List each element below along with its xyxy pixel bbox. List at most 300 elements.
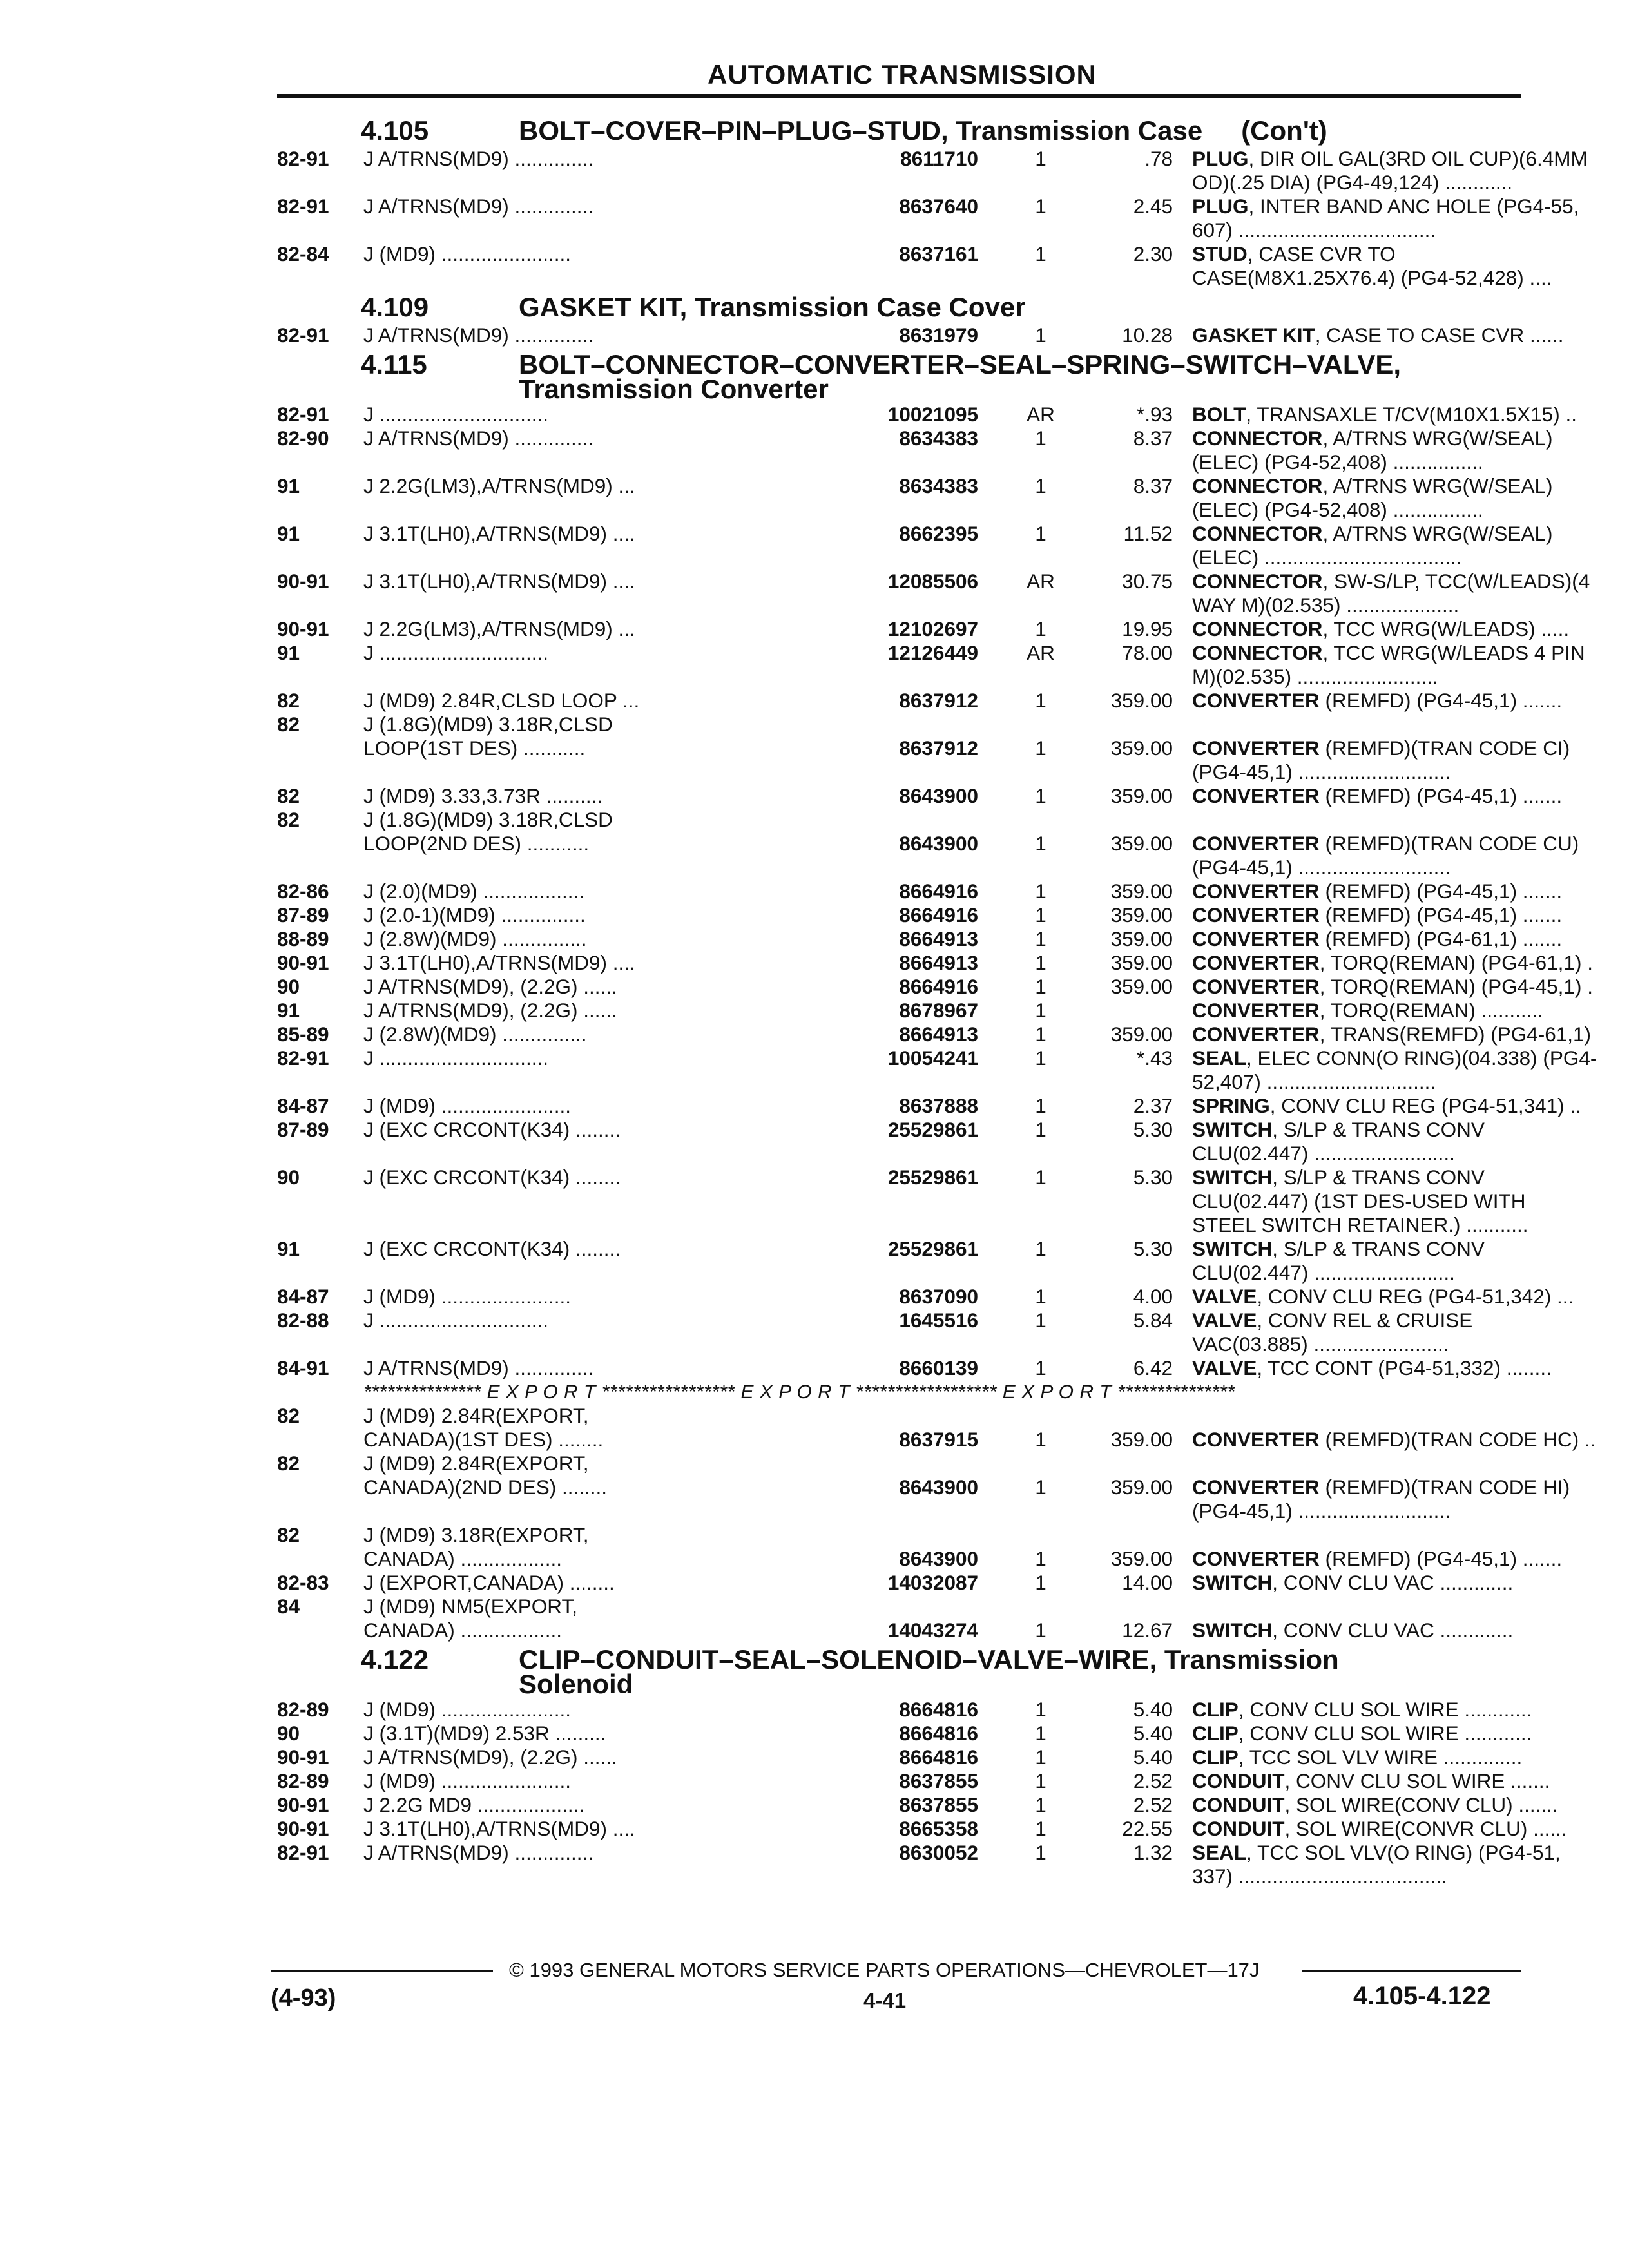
table-row bbox=[277, 1309, 1521, 1356]
table-row bbox=[277, 1046, 1597, 1094]
footer-copyright: © 1993 GENERAL MOTORS SERVICE PARTS OPERATIONS—CHEVROLET—17J bbox=[509, 1959, 1260, 1981]
application-cont: CANADA) .................. bbox=[363, 1547, 563, 1570]
price: 359.00 bbox=[1110, 736, 1173, 760]
description bbox=[1192, 427, 1553, 474]
description-line: VALVE, CONV CLU REG (PG4-51,342) ... bbox=[1192, 1285, 1574, 1308]
part-noun: CONNECTOR bbox=[1192, 641, 1323, 664]
price: 8.37 bbox=[1133, 474, 1173, 497]
model-years: 82-83 bbox=[277, 1571, 329, 1594]
model-years: 84-87 bbox=[277, 1285, 329, 1308]
model-years: 82 bbox=[277, 1452, 300, 1475]
section-title: GASKET KIT, Transmission Case Cover bbox=[519, 292, 1026, 322]
part-number: 8660139 bbox=[899, 1356, 978, 1379]
description bbox=[1192, 903, 1563, 927]
part-noun: BOLT bbox=[1192, 403, 1246, 426]
quantity: 1 bbox=[1035, 1237, 1046, 1260]
part-number: 8634383 bbox=[899, 474, 978, 497]
description-line: CONVERTER (REMFD) (PG4-45,1) ....... bbox=[1192, 903, 1563, 927]
description bbox=[1192, 784, 1563, 808]
part-number: 8664913 bbox=[899, 927, 978, 950]
price: 14.00 bbox=[1122, 1571, 1173, 1594]
table-row bbox=[277, 195, 1579, 242]
description bbox=[1192, 1309, 1527, 1356]
quantity: 1 bbox=[1035, 689, 1046, 712]
quantity: 1 bbox=[1035, 1547, 1046, 1570]
part-noun: CONNECTOR bbox=[1192, 570, 1323, 593]
quantity: 1 bbox=[1035, 1793, 1046, 1816]
price: 359.00 bbox=[1110, 975, 1173, 998]
application: 82-91 J .............................. bbox=[277, 1046, 549, 1070]
quantity: 1 bbox=[1035, 1745, 1046, 1769]
model-years: 87-89 bbox=[277, 1118, 329, 1141]
description-line: GASKET KIT, CASE TO CASE CVR ...... bbox=[1192, 323, 1564, 347]
application: 82-89 J (MD9) ....................... bbox=[277, 1769, 572, 1792]
model-years: 82-90 bbox=[277, 427, 329, 450]
description-line: SEAL, TCC SOL VLV(O RING) (PG4-51, bbox=[1192, 1841, 1561, 1864]
part-noun: SEAL bbox=[1192, 1046, 1247, 1070]
part-noun: CONVERTER bbox=[1192, 736, 1320, 760]
description-cont: 607) ................................... bbox=[1192, 218, 1436, 242]
application: 82-89 J (MD9) ....................... bbox=[277, 1698, 572, 1721]
price: 2.37 bbox=[1133, 1094, 1173, 1117]
table-row bbox=[277, 1841, 1561, 1888]
part-number: 8637640 bbox=[899, 195, 978, 218]
table-row bbox=[277, 147, 1588, 195]
model-years: 90 bbox=[277, 1722, 300, 1745]
application: 84-91 J A/TRNS(MD9) .............. bbox=[277, 1356, 594, 1379]
description bbox=[1192, 832, 1579, 879]
table-row bbox=[277, 975, 1593, 999]
description-line: CONVERTER (REMFD) (PG4-45,1) ....... bbox=[1192, 1547, 1563, 1570]
application: 90-91 J 3.1T(LH0),A/TRNS(MD9) .... bbox=[277, 1817, 635, 1840]
description-line: CONVERTER (REMFD) (PG4-45,1) ....... bbox=[1192, 784, 1563, 807]
section-title: BOLT–COVER–PIN–PLUG–STUD, Transmission Case bbox=[519, 115, 1203, 146]
quantity: 1 bbox=[1035, 1118, 1046, 1141]
model-years: 90 bbox=[277, 1166, 300, 1189]
table-row bbox=[277, 1118, 1521, 1166]
price: 19.95 bbox=[1122, 617, 1173, 640]
description-cont: (ELEC) (PG4-52,408) ................ bbox=[1192, 498, 1483, 521]
part-number: 8611710 bbox=[900, 147, 978, 170]
table-row bbox=[277, 1571, 1521, 1595]
description-line: SWITCH, CONV CLU VAC ............. bbox=[1192, 1619, 1514, 1642]
table-row bbox=[277, 1023, 1592, 1046]
part-number: 8664816 bbox=[899, 1698, 978, 1721]
table-row bbox=[277, 951, 1593, 975]
quantity: 1 bbox=[1035, 1094, 1046, 1117]
quantity: 1 bbox=[1035, 427, 1046, 450]
application: 82 J (MD9) 2.84R(EXPORT, bbox=[277, 1452, 589, 1475]
part-number: 10021095 bbox=[887, 403, 978, 426]
description-cont: (PG4-45,1) ........................... bbox=[1192, 856, 1451, 879]
table-row bbox=[277, 1793, 1558, 1817]
price: 359.00 bbox=[1110, 951, 1173, 974]
description-line: VALVE, CONV REL & CRUISE bbox=[1192, 1309, 1473, 1332]
part-number: 8643900 bbox=[899, 1475, 978, 1499]
description-line: CONDUIT, SOL WIRE(CONVR CLU) ...... bbox=[1192, 1817, 1567, 1840]
quantity: 1 bbox=[1035, 474, 1046, 497]
description bbox=[1192, 1166, 1527, 1237]
footer-date: (4-93) bbox=[271, 1984, 336, 2012]
description bbox=[1192, 927, 1563, 951]
part-number: 8634383 bbox=[899, 427, 978, 450]
description bbox=[1192, 1769, 1550, 1793]
description-line: CLIP, CONV CLU SOL WIRE ............ bbox=[1192, 1722, 1532, 1745]
description-line: CONNECTOR, TCC WRG(W/LEADS 4 PIN bbox=[1192, 641, 1585, 664]
part-noun: CONNECTOR bbox=[1192, 474, 1323, 497]
application: 82-91 J A/TRNS(MD9) .............. bbox=[277, 147, 594, 170]
price: 5.84 bbox=[1133, 1309, 1173, 1332]
price: 5.40 bbox=[1133, 1745, 1173, 1769]
section-number: 4.105 bbox=[361, 115, 429, 146]
table-row bbox=[277, 1722, 1532, 1745]
model-years: 90-91 bbox=[277, 1793, 329, 1816]
application: 90-91 J 3.1T(LH0),A/TRNS(MD9) .... bbox=[277, 951, 635, 974]
part-number: 8637855 bbox=[899, 1769, 978, 1792]
description-cont: CLU(02.447) ......................... bbox=[1192, 1142, 1455, 1165]
application: 84-87 J (MD9) ....................... bbox=[277, 1094, 572, 1117]
part-noun: CONVERTER bbox=[1192, 1023, 1320, 1046]
description bbox=[1192, 522, 1553, 570]
part-number: 8637090 bbox=[899, 1285, 978, 1308]
description-line: CONVERTER, TRANS(REMFD) (PG4-61,1) bbox=[1192, 1023, 1592, 1046]
table-row bbox=[277, 242, 1552, 290]
table-row bbox=[277, 570, 1590, 617]
part-number: 8664816 bbox=[899, 1722, 978, 1745]
part-noun: CONVERTER bbox=[1192, 784, 1320, 807]
quantity: 1 bbox=[1035, 1046, 1046, 1070]
section-title: CLIP–CONDUIT–SEAL–SOLENOID–VALVE–WIRE, Transmission bbox=[519, 1644, 1339, 1675]
description-line: SPRING, CONV CLU REG (PG4-51,341) .. bbox=[1192, 1094, 1581, 1117]
part-number: 12126449 bbox=[887, 641, 978, 664]
description bbox=[1192, 1619, 1527, 1642]
part-number: 8664916 bbox=[899, 879, 978, 903]
description-cont: CLU(02.447) (1ST DES-USED WITH bbox=[1192, 1189, 1526, 1213]
part-number: 25529861 bbox=[887, 1118, 978, 1141]
section-heading bbox=[277, 1644, 1521, 1699]
quantity: 1 bbox=[1035, 1571, 1046, 1594]
quantity: AR bbox=[1027, 403, 1055, 426]
price: 359.00 bbox=[1110, 1023, 1173, 1046]
description-line: SWITCH, S/LP & TRANS CONV bbox=[1192, 1237, 1485, 1260]
application: 82 J (MD9) 3.33,3.73R .......... bbox=[277, 784, 603, 807]
description-line: CLIP, TCC SOL VLV WIRE .............. bbox=[1192, 1745, 1523, 1769]
application: 82-88 J .............................. bbox=[277, 1309, 549, 1332]
part-number: 8643900 bbox=[899, 1547, 978, 1570]
quantity: AR bbox=[1027, 570, 1055, 593]
quantity: 1 bbox=[1035, 1356, 1046, 1379]
price: *.93 bbox=[1136, 403, 1173, 426]
model-years: 84-91 bbox=[277, 1356, 329, 1379]
part-noun: PLUG bbox=[1192, 195, 1249, 218]
description bbox=[1192, 1571, 1527, 1595]
part-noun: CLIP bbox=[1192, 1722, 1239, 1745]
description-line: PLUG, INTER BAND ANC HOLE (PG4-55, bbox=[1192, 195, 1579, 218]
table-row bbox=[277, 1285, 1574, 1309]
table-row bbox=[277, 1769, 1550, 1793]
description bbox=[1192, 1285, 1574, 1309]
application: 88-89 J (2.8W)(MD9) ............... bbox=[277, 927, 587, 950]
price: *.43 bbox=[1136, 1046, 1173, 1070]
quantity: 1 bbox=[1035, 1722, 1046, 1745]
part-number: 12085506 bbox=[887, 570, 978, 593]
price: 11.52 bbox=[1123, 522, 1173, 545]
model-years: 91 bbox=[277, 999, 300, 1022]
part-number: 8664913 bbox=[899, 951, 978, 974]
section-title: BOLT–CONNECTOR–CONVERTER–SEAL–SPRING–SWITCH–VALVE, bbox=[519, 349, 1402, 380]
table-row bbox=[277, 689, 1563, 713]
model-years: 84-87 bbox=[277, 1094, 329, 1117]
description-line: CONVERTER, TORQ(REMAN) (PG4-45,1) . bbox=[1192, 975, 1593, 998]
model-years: 82-91 bbox=[277, 1841, 329, 1864]
description-line: CONVERTER, TORQ(REMAN) ........... bbox=[1192, 999, 1543, 1022]
description bbox=[1192, 1046, 1597, 1094]
price: 8.37 bbox=[1133, 427, 1173, 450]
description bbox=[1192, 879, 1563, 903]
part-number: 8637912 bbox=[899, 689, 978, 712]
price: 359.00 bbox=[1110, 903, 1173, 927]
price: .78 bbox=[1144, 147, 1173, 170]
quantity: 1 bbox=[1035, 1475, 1046, 1499]
table-row bbox=[277, 1404, 1596, 1452]
quantity: 1 bbox=[1035, 999, 1046, 1022]
price: 359.00 bbox=[1110, 879, 1173, 903]
description-cont: OD)(.25 DIA) (PG4-49,124) ............ bbox=[1192, 171, 1513, 194]
part-noun: CONVERTER bbox=[1192, 1428, 1320, 1451]
part-noun: CONVERTER bbox=[1192, 1547, 1320, 1570]
description-line: CONVERTER (REMFD)(TRAN CODE HC) .. bbox=[1192, 1428, 1596, 1451]
part-number: 8643900 bbox=[899, 784, 978, 807]
description-line: CONNECTOR, A/TRNS WRG(W/SEAL) bbox=[1192, 427, 1553, 450]
section-number: 4.122 bbox=[361, 1644, 429, 1675]
part-noun: PLUG bbox=[1192, 147, 1249, 170]
section-number: 4.109 bbox=[361, 292, 429, 322]
price: 359.00 bbox=[1110, 927, 1173, 950]
footer-rule-right bbox=[1302, 1970, 1521, 1972]
part-noun: SEAL bbox=[1192, 1841, 1247, 1864]
table-row bbox=[277, 617, 1570, 641]
model-years: 84 bbox=[277, 1595, 300, 1618]
application: 90-91 J A/TRNS(MD9), (2.2G) ...... bbox=[277, 1745, 617, 1769]
description-line: CONVERTER (REMFD)(TRAN CODE CU) bbox=[1192, 832, 1579, 855]
quantity: 1 bbox=[1035, 1309, 1046, 1332]
quantity: 1 bbox=[1035, 1841, 1046, 1864]
quantity: 1 bbox=[1035, 1619, 1046, 1642]
description bbox=[1192, 1023, 1592, 1046]
footer-page-number: 4-41 bbox=[863, 1988, 907, 2012]
application-cont: LOOP(1ST DES) ........... bbox=[363, 736, 586, 760]
description-line: CONDUIT, SOL WIRE(CONV CLU) ....... bbox=[1192, 1793, 1558, 1816]
model-years: 82-91 bbox=[277, 195, 329, 218]
description-line: CLIP, CONV CLU SOL WIRE ............ bbox=[1192, 1698, 1532, 1721]
part-noun: CONDUIT bbox=[1192, 1817, 1285, 1840]
part-number: 8630052 bbox=[899, 1841, 978, 1864]
part-number: 8662395 bbox=[899, 522, 978, 545]
description-cont: VAC(03.885) ........................ bbox=[1192, 1332, 1449, 1356]
part-noun: CONDUIT bbox=[1192, 1793, 1285, 1816]
part-noun: VALVE bbox=[1192, 1309, 1257, 1332]
price: 359.00 bbox=[1110, 1547, 1173, 1570]
model-years: 82 bbox=[277, 784, 300, 807]
description-cont: CLU(02.447) ......................... bbox=[1192, 1261, 1455, 1284]
price: 12.67 bbox=[1122, 1619, 1173, 1642]
description-line: CONNECTOR, SW-S/LP, TCC(W/LEADS)(4 bbox=[1192, 570, 1590, 593]
application: 82-84 J (MD9) ....................... bbox=[277, 242, 572, 265]
part-number: 8637888 bbox=[899, 1094, 978, 1117]
application: 85-89 J (2.8W)(MD9) ............... bbox=[277, 1023, 587, 1046]
description bbox=[1192, 1817, 1567, 1841]
description-cont: (PG4-45,1) ........................... bbox=[1192, 1499, 1451, 1523]
description bbox=[1192, 736, 1570, 784]
part-number: 25529861 bbox=[887, 1237, 978, 1260]
description-line: CONVERTER (REMFD)(TRAN CODE CI) bbox=[1192, 736, 1570, 760]
description bbox=[1192, 323, 1564, 347]
table-row bbox=[277, 641, 1585, 689]
part-noun: SWITCH bbox=[1192, 1237, 1273, 1260]
description bbox=[1192, 1094, 1581, 1118]
description-cont: 52,407) .............................. bbox=[1192, 1070, 1436, 1093]
application: 82-83 J (EXPORT,CANADA) ........ bbox=[277, 1571, 615, 1594]
footer-rule-left bbox=[271, 1970, 493, 1972]
part-noun: CONVERTER bbox=[1192, 927, 1320, 950]
application: 82 J (1.8G)(MD9) 3.18R,CLSD bbox=[277, 808, 613, 831]
part-noun: VALVE bbox=[1192, 1356, 1257, 1379]
application: 90 J (EXC CRCONT(K34) ........ bbox=[277, 1166, 621, 1189]
description-line: CONVERTER (REMFD)(TRAN CODE HI) bbox=[1192, 1475, 1570, 1499]
part-number: 25529861 bbox=[887, 1166, 978, 1189]
table-row bbox=[277, 784, 1563, 808]
application: 82-86 J (2.0)(MD9) .................. bbox=[277, 879, 585, 903]
model-years: 90-91 bbox=[277, 1817, 329, 1840]
quantity: 1 bbox=[1035, 879, 1046, 903]
model-years: 82-89 bbox=[277, 1769, 329, 1792]
quantity: 1 bbox=[1035, 617, 1046, 640]
price: 5.30 bbox=[1133, 1118, 1173, 1141]
part-number: 8637161 bbox=[899, 242, 978, 265]
description bbox=[1192, 474, 1553, 522]
application-cont: CANADA)(2ND DES) ........ bbox=[363, 1475, 608, 1499]
table-row bbox=[277, 1237, 1521, 1285]
part-noun: CLIP bbox=[1192, 1745, 1239, 1769]
price: 5.40 bbox=[1133, 1722, 1173, 1745]
description bbox=[1192, 951, 1593, 975]
description-cont: STEEL SWITCH RETAINER.) ........... bbox=[1192, 1213, 1528, 1236]
quantity: 1 bbox=[1035, 1769, 1046, 1792]
price: 359.00 bbox=[1110, 784, 1173, 807]
description bbox=[1192, 1356, 1552, 1380]
application: 91 J .............................. bbox=[277, 641, 549, 664]
description bbox=[1192, 570, 1590, 617]
table-row bbox=[277, 879, 1563, 903]
application: 82 J (MD9) 2.84R,CLSD LOOP ... bbox=[277, 689, 640, 712]
description bbox=[1192, 641, 1585, 689]
model-years: 90-91 bbox=[277, 570, 329, 593]
description-line: CONNECTOR, A/TRNS WRG(W/SEAL) bbox=[1192, 474, 1553, 497]
model-years: 85-89 bbox=[277, 1023, 329, 1046]
description bbox=[1192, 195, 1579, 242]
price: 1.32 bbox=[1133, 1841, 1173, 1864]
application: 90-91 J 2.2G MD9 ................... bbox=[277, 1793, 585, 1816]
part-noun: SWITCH bbox=[1192, 1619, 1273, 1642]
model-years: 82-91 bbox=[277, 403, 329, 426]
quantity: 1 bbox=[1035, 784, 1046, 807]
part-noun: SWITCH bbox=[1192, 1571, 1273, 1594]
application: 82-91 J A/TRNS(MD9) .............. bbox=[277, 195, 594, 218]
model-years: 82 bbox=[277, 1523, 300, 1546]
price: 359.00 bbox=[1110, 689, 1173, 712]
description-line: SEAL, ELEC CONN(O RING)(04.338) (PG4- bbox=[1192, 1046, 1597, 1070]
section-suffix: (Con't) bbox=[1241, 115, 1327, 146]
price: 4.00 bbox=[1133, 1285, 1173, 1308]
model-years: 91 bbox=[277, 522, 300, 545]
description-line: CONNECTOR, A/TRNS WRG(W/SEAL) bbox=[1192, 522, 1553, 545]
quantity: 1 bbox=[1035, 522, 1046, 545]
model-years: 82 bbox=[277, 689, 300, 712]
description-cont: (ELEC) ................................... bbox=[1192, 546, 1462, 569]
quantity: 1 bbox=[1035, 736, 1046, 760]
model-years: 90 bbox=[277, 975, 300, 998]
table-row bbox=[277, 1523, 1563, 1571]
description bbox=[1192, 999, 1543, 1023]
price: 5.30 bbox=[1133, 1166, 1173, 1189]
model-years: 90-91 bbox=[277, 617, 329, 640]
table-row bbox=[277, 474, 1553, 522]
price: 359.00 bbox=[1110, 832, 1173, 855]
application: 82-91 J .............................. bbox=[277, 403, 549, 426]
part-number: 8665358 bbox=[899, 1817, 978, 1840]
description bbox=[1192, 1793, 1558, 1817]
part-number: 8664916 bbox=[899, 903, 978, 927]
description-cont: (ELEC) (PG4-52,408) ................ bbox=[1192, 450, 1483, 474]
part-noun: CLIP bbox=[1192, 1698, 1239, 1721]
part-noun: CONVERTER bbox=[1192, 879, 1320, 903]
price: 30.75 bbox=[1122, 570, 1173, 593]
part-noun: CONNECTOR bbox=[1192, 522, 1323, 545]
table-row bbox=[277, 403, 1577, 427]
model-years: 91 bbox=[277, 1237, 300, 1260]
description bbox=[1192, 617, 1570, 641]
description bbox=[1192, 403, 1577, 427]
description bbox=[1192, 1118, 1527, 1166]
application-cont: CANADA)(1ST DES) ........ bbox=[363, 1428, 604, 1451]
price: 78.00 bbox=[1122, 641, 1173, 664]
part-number: 8643900 bbox=[899, 832, 978, 855]
description bbox=[1192, 1475, 1570, 1523]
part-number: 14032087 bbox=[887, 1571, 978, 1594]
application: 87-89 J (EXC CRCONT(K34) ........ bbox=[277, 1118, 621, 1141]
description-line: VALVE, TCC CONT (PG4-51,332) ........ bbox=[1192, 1356, 1552, 1379]
description bbox=[1192, 1722, 1532, 1745]
quantity: AR bbox=[1027, 641, 1055, 664]
table-row bbox=[277, 1595, 1521, 1642]
table-row bbox=[277, 1698, 1532, 1722]
part-noun: CONVERTER bbox=[1192, 689, 1320, 712]
application: 91 J A/TRNS(MD9), (2.2G) ...... bbox=[277, 999, 617, 1022]
model-years: 82 bbox=[277, 713, 300, 736]
model-years: 87-89 bbox=[277, 903, 329, 927]
model-years: 82-84 bbox=[277, 242, 329, 265]
part-noun: SWITCH bbox=[1192, 1118, 1273, 1141]
model-years: 91 bbox=[277, 474, 300, 497]
table-row bbox=[277, 1166, 1528, 1237]
quantity: 1 bbox=[1035, 242, 1046, 265]
part-noun: CONVERTER bbox=[1192, 975, 1320, 998]
model-years: 90-91 bbox=[277, 951, 329, 974]
part-noun: CONVERTER bbox=[1192, 951, 1320, 974]
description bbox=[1192, 975, 1593, 999]
description-line: STUD, CASE CVR TO bbox=[1192, 242, 1396, 265]
quantity: 1 bbox=[1035, 975, 1046, 998]
